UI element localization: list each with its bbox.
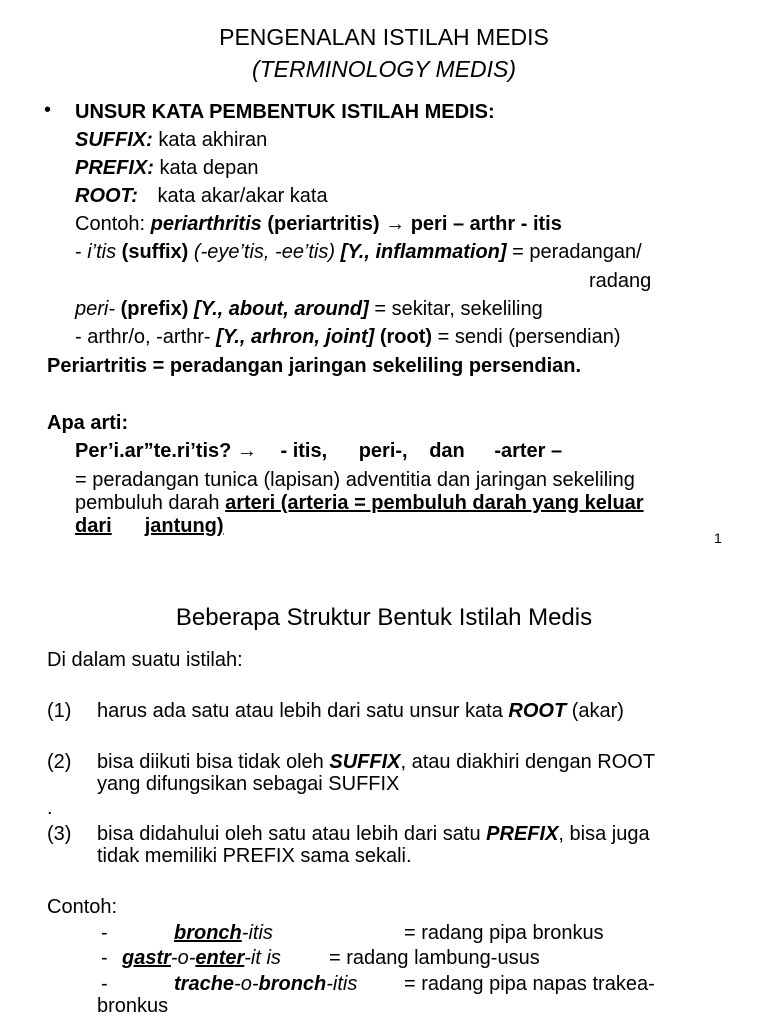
peri-term: peri- (75, 298, 116, 320)
itis-open: ( (121, 241, 129, 263)
page-subtitle: (TERMINOLOGY MEDIS) (251, 56, 517, 82)
rule-emphasis: ROOT (508, 700, 567, 722)
example-label: Contoh: (75, 213, 151, 235)
itis-pron: (-eye’tis, -ee’tis) (193, 241, 336, 263)
itis-gloss: [Y., inflammation] (340, 241, 507, 263)
itis-term: i’tis (87, 241, 117, 263)
example-term (174, 974, 357, 994)
arrow-icon: → (385, 213, 406, 235)
example-term (174, 923, 273, 943)
example-root: bronch (258, 973, 327, 995)
question-part-dan: dan (429, 440, 465, 462)
itis-line (75, 242, 642, 262)
definition-prefix (75, 158, 258, 178)
rule-post: (akar) (566, 700, 624, 722)
page-number: 1 (714, 530, 722, 546)
question-part-peri: peri-, (358, 440, 408, 462)
rule-post: , bisa juga (558, 823, 650, 845)
example-line (75, 214, 562, 234)
example-meaning: = radang lambung-usus (329, 947, 540, 969)
example-word: periarthritis (150, 213, 262, 235)
example-meaning: = radang pipa napas trakea- (404, 973, 655, 995)
example-suffix: -itis (326, 973, 358, 995)
answer-line-2 (75, 493, 644, 513)
definition-term: SUFFIX: (75, 129, 153, 151)
rule-emphasis: SUFFIX (329, 751, 401, 773)
definition-meaning: kata akar/akar kata (157, 185, 328, 207)
example-dash: - (101, 947, 108, 969)
arthr-gloss: [Y., arhron, joint] (216, 326, 375, 348)
definition-suffix (75, 130, 267, 150)
itis-kind: suffix) (128, 241, 189, 263)
rule-pre: bisa didahului oleh satu atau lebih dari satu (97, 823, 487, 845)
definition-root (75, 186, 328, 206)
rule-post: , atau diakhiri dengan ROOT (400, 751, 656, 773)
example-root: trache (174, 973, 235, 995)
conclusion: Periartritis = peradangan jaringan sekeliling persendian. (47, 355, 582, 377)
arthr-meaning: = sendi (persendian) (437, 326, 621, 348)
rule-text (97, 752, 655, 772)
example-label: Contoh: (47, 896, 118, 918)
rule-number: (3) (47, 823, 72, 845)
example-dash: - (101, 973, 108, 995)
definition-term: PREFIX: (75, 157, 154, 179)
peri-meaning: = sekitar, sekeliling (374, 298, 543, 320)
rule-pre: bisa diikuti bisa tidak oleh (97, 751, 330, 773)
rule-text-cont: yang difungsikan sebagai SUFFIX (97, 773, 400, 795)
answer-arteri: arteri (arteria = pembuluh darah yang keluar (225, 492, 644, 514)
question-line (75, 441, 562, 461)
stray-dot: . (47, 797, 53, 819)
rule-text (97, 701, 624, 721)
intro-text: Di dalam suatu istilah: (47, 649, 243, 671)
example-root: bronch (174, 922, 242, 944)
itis-dash: - (75, 241, 88, 263)
question-word: Per’i.ar”te.ri’tis? (75, 440, 232, 462)
rule-pre: harus ada satu atau lebih dari satu unsur kata (97, 700, 509, 722)
example-breakdown: peri – arthr - itis (410, 213, 562, 235)
itis-meaning: = peradangan/ (512, 241, 642, 263)
rule-text (97, 824, 650, 844)
example-link: -o- (170, 947, 196, 969)
rule-emphasis: PREFIX (486, 823, 559, 845)
definition-meaning: kata akhiran (158, 129, 268, 151)
example-term (122, 948, 281, 968)
answer-dari: dari (75, 515, 112, 537)
answer-line-3 (75, 516, 224, 536)
peri-kind: (prefix) (120, 298, 189, 320)
itis-meaning-cont: radang (589, 270, 652, 292)
example-suffix: -it is (244, 947, 281, 969)
peri-gloss: [Y., about, around] (193, 298, 369, 320)
example-paren: (periartritis) (267, 213, 380, 235)
example-suffix: -itis (241, 922, 273, 944)
rule-number: (1) (47, 700, 72, 722)
bullet-icon: • (44, 99, 52, 121)
page-title: PENGENALAN ISTILAH MEDIS (219, 24, 549, 50)
arthr-kind: (root) (379, 326, 433, 348)
definition-meaning: kata depan (159, 157, 259, 179)
answer-jantung: jantung) (144, 515, 224, 537)
example-root: gastr (122, 947, 171, 969)
example-meaning: = radang pipa bronkus (404, 922, 604, 944)
peri-line (75, 299, 543, 319)
section-heading: UNSUR KATA PEMBENTUK ISTILAH MEDIS: (75, 101, 495, 123)
question-part-arter: -arter – (494, 440, 563, 462)
arthr-line (75, 327, 621, 347)
rule-number: (2) (47, 751, 72, 773)
slide-title: Beberapa Struktur Bentuk Istilah Medis (175, 604, 593, 631)
answer-line-1: = peradangan tunica (lapisan) adventitia dan jaringan sekeliling (75, 469, 635, 491)
definition-term: ROOT: (75, 185, 138, 207)
arthr-term: - arthr/o, -arthr- (75, 326, 211, 348)
example-root: enter (195, 947, 245, 969)
question-label: Apa arti: (47, 412, 129, 434)
arrow-icon: → (236, 440, 257, 462)
example-link: -o- (234, 973, 259, 995)
answer-text: pembuluh darah (75, 492, 226, 514)
example-meaning-cont: bronkus (97, 995, 169, 1017)
rule-text-cont: tidak memiliki PREFIX sama sekali. (97, 845, 412, 867)
question-part-itis: - itis, (280, 440, 328, 462)
example-dash: - (101, 922, 108, 944)
